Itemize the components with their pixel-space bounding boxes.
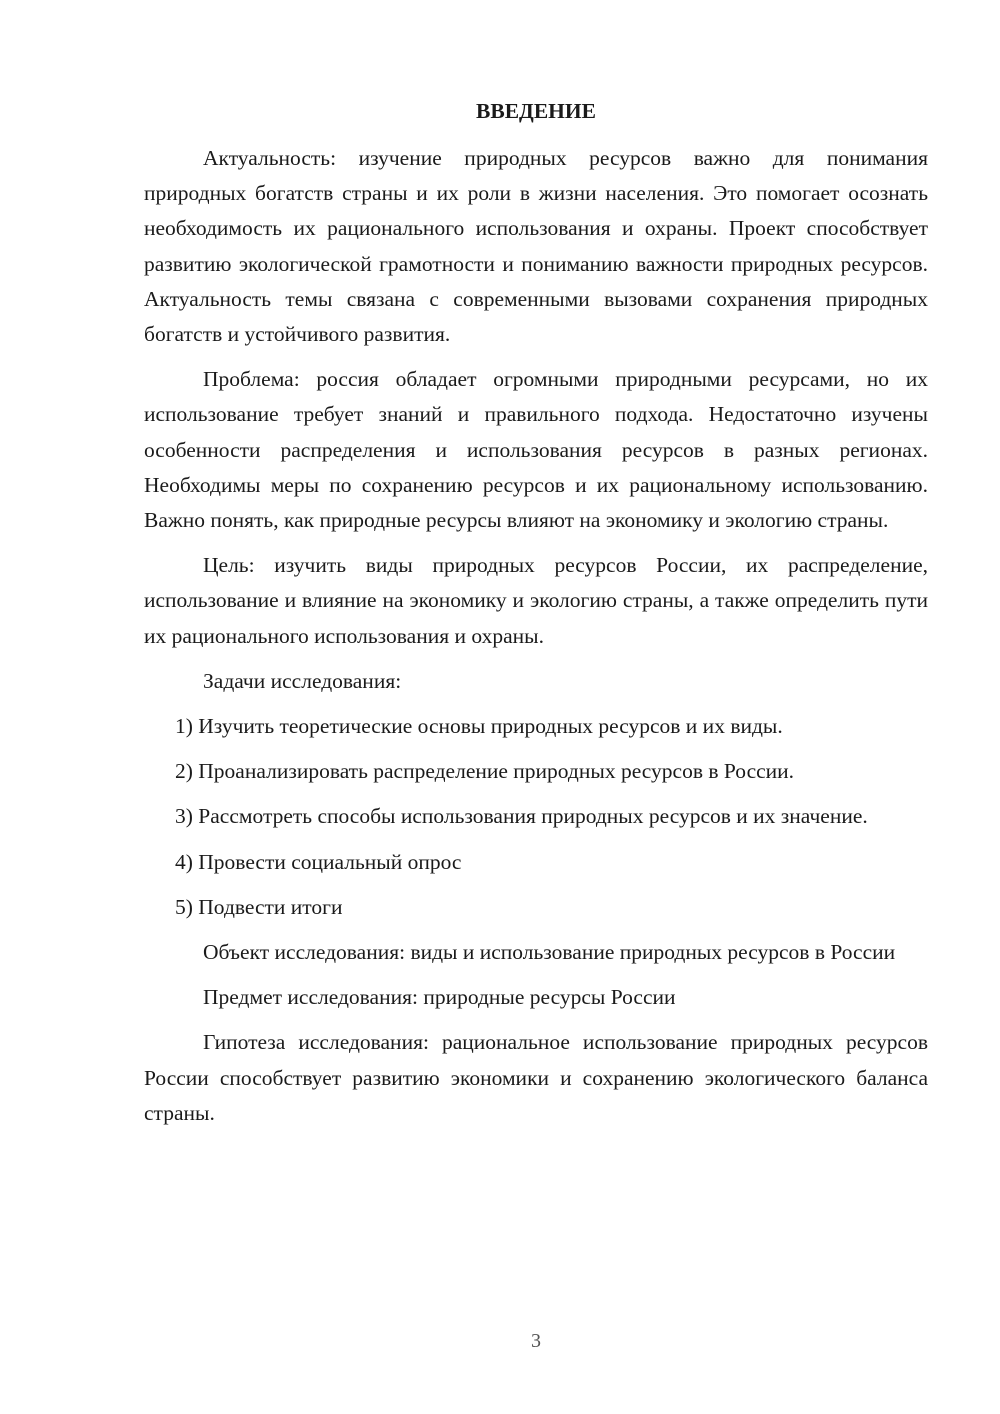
task-item-3: 3) Рассмотреть способы использования природных ресурсов и их значение. [175,804,868,829]
document-body [144,95,928,1141]
tasks-title: Задачи исследования: [203,668,402,693]
task-item-5: 5) Подвести итоги [175,894,343,919]
task-item-4: 4) Провести социальный опрос [175,849,462,874]
page-title: ВВЕДЕНИЕ [476,99,596,123]
goal-paragraph: Цель: изучить виды природных ресурсов России, их распределение, использование и влияние на экономику и экологию страны, а также определить пути их рационального использования и охраны. [144,553,928,648]
hypothesis-paragraph: Гипотеза исследования: рациональное использование природных ресурсов России способствует развитию экономики и сохранению экологического баланса страны. [144,1030,928,1125]
page-number: 3 [531,1330,541,1352]
problem-paragraph: Проблема: россия обладает огромными природными ресурсами, но их использование требует знаний и правильного подхода. Недостаточно изучены особенности распределения и использования ресурсов в разных регионах. Необходимы меры по сохранению ресурсов и их рациональному использованию. Важно понять, как природные ресурсы влияют на экономику и экологию страны. [144,367,928,533]
task-item-2: 2) Проанализировать распределение природных ресурсов в России. [175,759,795,784]
subject-paragraph: Предмет исследования: природные ресурсы России [203,985,676,1010]
relevance-paragraph: Актуальность: изучение природных ресурсов важно для понимания природных богатств страны и их роли в жизни населения. Это помогает осознать необходимость их рационального использования и охраны. Проект способствует развитию экологической грамотности и пониманию важности природных ресурсов. Актуальность темы связана с современными вызовами сохранения природных богатств и устойчивого развития. [144,146,928,347]
object-paragraph: Объект исследования: виды и использование природных ресурсов в России [203,940,896,965]
task-item-1: 1) Изучить теоретические основы природных ресурсов и их виды. [175,714,783,739]
